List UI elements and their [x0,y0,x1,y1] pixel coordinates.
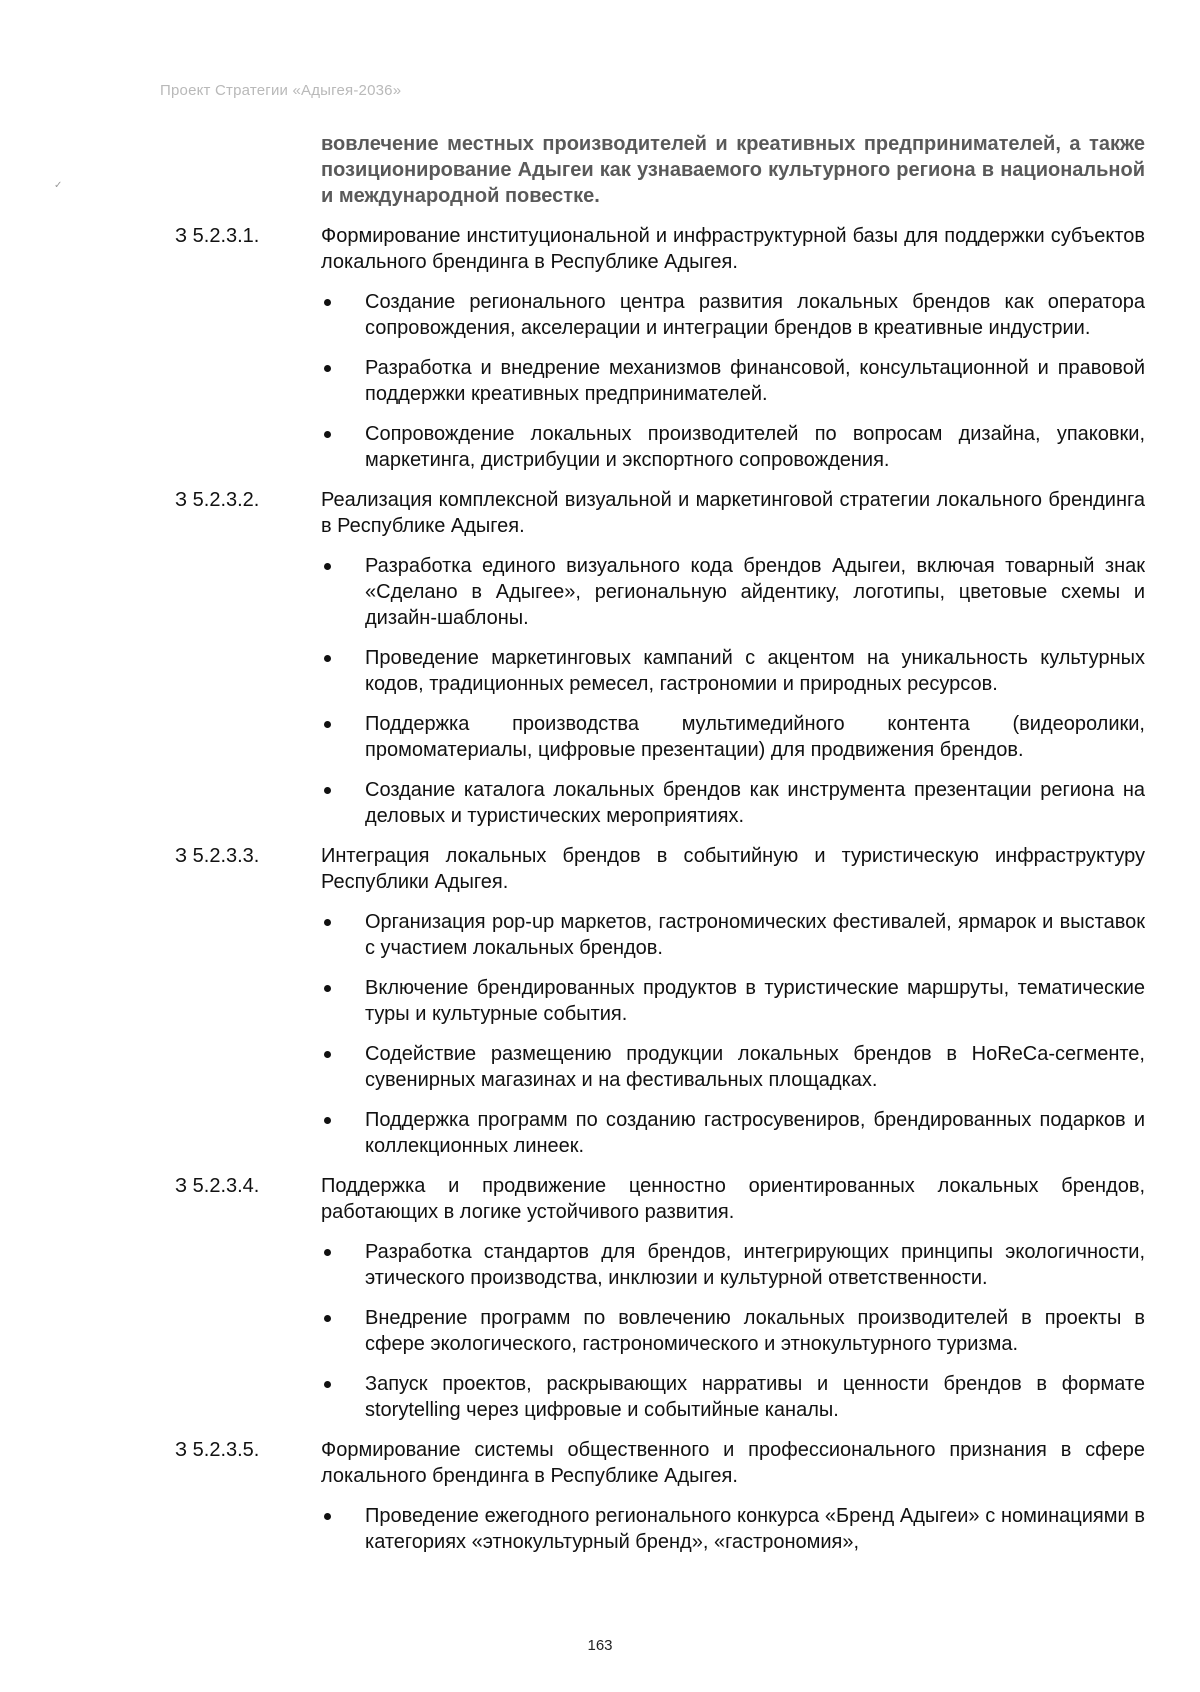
running-header: Проект Стратегии «Адыгея-2036» [160,82,402,99]
intro-paragraph: вовлечение местных производителей и креативных предпринимателей, а также позиционирование Адыгеи как узнаваемого культурного региона в национальной и международной повестке. [321,133,1145,207]
bullet-text: Запуск проектов, раскрывающих нарративы и ценности брендов в формате storytelling через цифровые и событийные каналы. [365,1373,1145,1421]
bullet-text: Включение брендированных продуктов в туристические маршруты, тематические туры и культурные события. [365,977,1145,1025]
bullet-item [365,1107,1145,1159]
bullet-item [365,553,1145,631]
bullet-list [175,909,1145,1159]
bullet-dot-icon [324,1315,331,1322]
bullet-dot-icon [324,985,331,992]
bullet-text: Содействие размещению продукции локальных брендов в HoReCa-сегменте, сувенирных магазинах и на фестивальных площадках. [365,1043,1145,1091]
bullet-item [365,975,1145,1027]
section-title: Поддержка и продвижение ценностно ориентированных локальных брендов, работающих в логике устойчивого развития. [321,1175,1145,1223]
bullet-item [365,1503,1145,1555]
bullet-item [365,777,1145,829]
section-number: З 5.2.3.4. [175,1175,260,1197]
section-title: Формирование системы общественного и профессионального признания в сфере локального брендинга в Республике Адыгея. [321,1439,1145,1487]
section-title: Формирование институциональной и инфраструктурной базы для поддержки субъектов локального брендинга в Республике Адыгея. [321,225,1145,273]
bullet-text: Поддержка программ по созданию гастросувениров, брендированных подарков и коллекционных линеек. [365,1109,1145,1157]
section-title: Интеграция локальных брендов в событийную и туристическую инфраструктуру Республики Адыгея. [321,845,1145,893]
bullet-dot-icon [324,563,331,570]
section-item [175,1437,1145,1555]
bullet-dot-icon [324,1513,331,1520]
section-item [175,223,1145,473]
bullet-item [365,289,1145,341]
bullet-list [175,553,1145,829]
bullet-dot-icon [324,787,331,794]
bullet-item [365,355,1145,407]
section-number: З 5.2.3.3. [175,845,260,867]
section-number: З 5.2.3.1. [175,225,260,247]
bullet-dot-icon [324,1249,331,1256]
bullet-list [175,1239,1145,1423]
section-title: Реализация комплексной визуальной и маркетинговой стратегии локального брендинга в Республике Адыгея. [321,489,1145,537]
bullet-text: Организация pop-up маркетов, гастрономических фестивалей, ярмарок и выставок с участием локальных брендов. [365,911,1145,959]
scan-mark: ✓ [54,180,63,191]
bullet-dot-icon [324,721,331,728]
bullet-item [365,645,1145,697]
bullet-item [365,711,1145,763]
section-item [175,1173,1145,1423]
section-number: З 5.2.3.5. [175,1439,260,1461]
document-body [175,131,1145,1555]
bullet-dot-icon [324,1051,331,1058]
bullet-text: Создание регионального центра развития локальных брендов как оператора сопровождения, акселерации и интеграции брендов в креативные индустрии. [365,291,1145,339]
bullet-dot-icon [324,919,331,926]
bullet-dot-icon [324,299,331,306]
bullet-list [175,1503,1145,1555]
bullet-text: Разработка стандартов для брендов, интегрирующих принципы экологичности, этического производства, инклюзии и культурной ответственности. [365,1241,1145,1289]
bullet-text: Проведение ежегодного регионального конкурса «Бренд Адыгеи» с номинациями в категориях «этнокультурный бренд», «гастрономия», [365,1505,1145,1553]
bullet-text: Создание каталога локальных брендов как инструмента презентации региона на деловых и туристических мероприятиях. [365,779,1145,827]
section-number: З 5.2.3.2. [175,489,260,511]
bullet-list [175,289,1145,473]
bullet-item [365,1371,1145,1423]
bullet-item [365,1239,1145,1291]
bullet-item [365,1305,1145,1357]
bullet-item [365,421,1145,473]
bullet-text: Внедрение программ по вовлечению локальных производителей в проекты в сфере экологического, гастрономического и этнокультурного туризма. [365,1307,1145,1355]
bullet-dot-icon [324,431,331,438]
section-item [175,843,1145,1159]
bullet-text: Проведение маркетинговых кампаний с акцентом на уникальность культурных кодов, традиционных ремесел, гастрономии и природных ресурсов. [365,647,1145,695]
bullet-dot-icon [324,1381,331,1388]
bullet-item [365,1041,1145,1093]
bullet-text: Поддержка производства мультимедийного контента (видеоролики, промоматериалы, цифровые презентации) для продвижения брендов. [365,713,1145,761]
bullet-text: Разработка единого визуального кода брендов Адыгеи, включая товарный знак «Сделано в Адыгее», региональную айдентику, логотипы, цветовые схемы и дизайн-шаблоны. [365,555,1145,629]
bullet-dot-icon [324,1117,331,1124]
section-item [175,487,1145,829]
page-number: 163 [587,1637,613,1654]
bullet-item [365,909,1145,961]
bullet-text: Сопровождение локальных производителей по вопросам дизайна, упаковки, маркетинга, дистрибуции и экспортного сопровождения. [365,423,1145,471]
bullet-dot-icon [324,365,331,372]
bullet-dot-icon [324,655,331,662]
bullet-text: Разработка и внедрение механизмов финансовой, консультационной и правовой поддержки креативных предпринимателей. [365,357,1145,405]
